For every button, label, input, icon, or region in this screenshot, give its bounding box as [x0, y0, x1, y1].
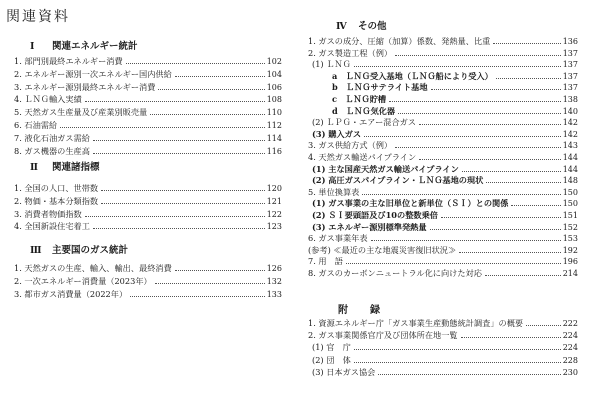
leader-dots — [101, 203, 265, 204]
page-number: 150 — [562, 187, 578, 197]
leader-dots — [461, 337, 561, 338]
leader-dots — [93, 228, 265, 229]
leader-dots — [175, 76, 265, 77]
toc-entry-label: 7. 液化石油ガス需給 — [14, 132, 90, 143]
page-number: 112 — [266, 121, 282, 130]
leader-dots — [496, 78, 561, 79]
toc-entry-label: 5. 天然ガス生産量及び産業別販売量 — [14, 107, 148, 118]
section-heading — [336, 18, 387, 32]
toc-entry[interactable] — [312, 210, 578, 221]
toc-entry-label: 8. ガス機器の生産高 — [14, 145, 90, 156]
toc-entry[interactable] — [312, 59, 578, 70]
leader-dots — [101, 190, 265, 191]
toc-entry-label: (1) ＬＮＧ — [312, 59, 351, 70]
leader-dots — [346, 263, 561, 264]
section-heading — [30, 159, 100, 173]
section-title: 関連エネルギー統計 — [52, 41, 138, 52]
leader-dots — [175, 270, 265, 271]
toc-entry-label: (2) ＬＰＧ・エアー混合ガス — [312, 117, 417, 128]
page-number: 148 — [562, 176, 578, 186]
page-number: 133 — [266, 289, 282, 299]
leader-dots — [526, 325, 561, 326]
leader-dots — [371, 240, 561, 241]
leader-dots — [126, 63, 265, 64]
section-title: 関連諸指標 — [52, 162, 100, 173]
toc-entry[interactable] — [332, 82, 578, 93]
toc-entry-label: 1. 天然ガスの生産、輸入、輸出、最終消費 — [14, 263, 172, 273]
toc-entry[interactable] — [14, 183, 282, 194]
leader-dots — [431, 89, 561, 90]
leader-dots — [511, 205, 560, 206]
toc-entry-label: (2) ＳＩ要頭語及び10の整数乗倍 — [312, 210, 438, 220]
toc-entry[interactable] — [312, 355, 578, 366]
toc-entry-label: 4. ＬＮＧ輸入実績 — [14, 94, 82, 105]
toc-entry[interactable] — [14, 133, 282, 144]
toc-entry[interactable] — [14, 289, 282, 300]
toc-entry[interactable] — [308, 318, 578, 329]
toc-entry[interactable] — [308, 245, 578, 256]
page-number: 142 — [562, 129, 578, 139]
section-heading — [30, 38, 138, 52]
page-title: 関連資料 — [6, 9, 70, 25]
toc-entry-label: 1. 全国の人口、世帯数 — [14, 183, 99, 193]
toc-entry-label: 3. ガス供給方式（例） — [308, 140, 393, 151]
leader-dots — [93, 153, 265, 154]
leader-dots — [485, 275, 561, 276]
page-number: 214 — [562, 269, 578, 278]
toc-entry[interactable] — [14, 107, 282, 118]
page-number: 144 — [562, 153, 578, 162]
page-number: 230 — [562, 367, 578, 377]
page-number: 122 — [266, 209, 282, 219]
toc-entry-label: (1) ガス事業の主な旧単位と新単位（ＳＩ）との関係 — [312, 198, 509, 209]
toc-entry-label: 2. 一次エネルギー消費量（2023年） — [14, 275, 152, 286]
leader-dots — [85, 101, 265, 102]
toc-entry-label: (参考) ≪最近の主な地震災害復旧状況≫ — [308, 244, 457, 255]
toc-entry-label: (2) 団 体 — [312, 354, 351, 365]
toc-entry-label: c ＬＮＧ貯槽 — [332, 94, 387, 104]
page-number: 222 — [562, 319, 578, 328]
toc-entry[interactable] — [308, 140, 578, 151]
page-number: 137 — [562, 83, 578, 93]
toc-entry[interactable] — [14, 196, 282, 207]
toc-entry[interactable] — [312, 117, 578, 128]
appendix-heading: 附 録 — [338, 305, 386, 316]
page-number: 108 — [266, 95, 282, 105]
leader-dots — [462, 171, 561, 172]
toc-entry-label: 3. 都市ガス消費量（2022年） — [14, 288, 128, 299]
page-number: 142 — [562, 118, 578, 128]
leader-dots — [395, 55, 561, 56]
toc-entry-label: (3) 購入ガス — [312, 128, 362, 139]
toc-entry[interactable] — [14, 69, 282, 80]
leader-dots — [130, 296, 265, 297]
page-number: 114 — [266, 133, 282, 143]
page-number: 110 — [266, 108, 282, 118]
toc-entry[interactable] — [14, 209, 282, 220]
toc-entry-label: 7. 用 語 — [308, 256, 343, 267]
page-number: 104 — [266, 69, 282, 79]
toc-entry[interactable] — [332, 94, 578, 105]
toc-entry[interactable] — [14, 120, 282, 131]
page-number: 228 — [562, 355, 578, 365]
toc-entry[interactable] — [312, 129, 578, 140]
toc-entry[interactable] — [14, 276, 282, 287]
leader-dots — [354, 66, 561, 67]
leader-dots — [60, 127, 265, 128]
toc-entry[interactable] — [308, 256, 578, 267]
leader-dots — [395, 147, 561, 148]
toc-entry-label: (3) 日本ガス協会 — [312, 366, 376, 377]
toc-entry[interactable] — [308, 48, 578, 59]
page-number: 102 — [266, 57, 282, 66]
section-number: Ⅱ — [30, 162, 39, 173]
toc-entry-label: 1. 資源エネルギー庁「ガス事業生産動態統計調査」の概要 — [308, 318, 524, 328]
toc-entry-label: 2. 物価・基本分類指数 — [14, 195, 99, 206]
toc-entry[interactable] — [308, 268, 578, 279]
toc-entry-label: 3. 消費者物価指数 — [14, 208, 82, 219]
toc-entry-label: 5. 単位換算表 — [308, 186, 360, 197]
page-number: 153 — [562, 234, 578, 244]
leader-dots — [362, 194, 560, 195]
leader-dots — [430, 229, 561, 230]
toc-entry-label: (1) 主な国産天然ガス輸送パイプライン — [312, 163, 459, 174]
toc-entry[interactable] — [14, 146, 282, 157]
toc-entry-label: 2. エネルギー源別一次エネルギー国内供給 — [14, 68, 172, 79]
page-number: 224 — [562, 331, 578, 341]
toc-entry-label: (1) 官 庁 — [312, 342, 351, 353]
page-number: 151 — [562, 211, 578, 220]
leader-dots — [486, 182, 560, 183]
toc-entry-label: 3. エネルギー源別最終エネルギー消費 — [14, 81, 156, 92]
leader-dots — [441, 217, 561, 218]
toc-entry[interactable] — [308, 36, 578, 47]
toc-entry[interactable] — [312, 175, 578, 186]
page-number: 138 — [562, 95, 578, 104]
page-number: 120 — [266, 184, 282, 193]
toc-entry-label: (2) 高圧ガスパイプライン・ＬＮＧ基地の現状 — [312, 175, 484, 186]
toc-entry-label: d ＬＮＧ気化器 — [332, 105, 396, 116]
page-number: 136 — [562, 37, 578, 46]
page-number: 143 — [562, 141, 578, 151]
toc-entry-label: 4. 全国新設住宅着工 — [14, 221, 90, 232]
leader-dots — [459, 252, 561, 253]
toc-entry[interactable] — [14, 56, 282, 67]
toc-entry[interactable] — [312, 222, 578, 233]
toc-entry-label: 1. 部門別最終エネルギー消費 — [14, 56, 123, 66]
toc-entry-label: (3) エネルギー源別標準発熱量 — [312, 221, 427, 232]
section-heading — [30, 242, 128, 256]
leader-dots — [150, 114, 264, 115]
toc-entry[interactable] — [312, 367, 578, 378]
toc-entry-label: 2. ガス製造工程（例） — [308, 47, 393, 58]
section-title: 主要国のガス統計 — [52, 245, 129, 256]
toc-entry-label: 1. ガスの成分、圧縮（加算）係数、発熱量、比重 — [308, 36, 491, 46]
leader-dots — [398, 113, 561, 114]
toc-entry-label: 6. ガス事業年表 — [308, 233, 368, 244]
page-number: 137 — [562, 71, 578, 81]
leader-dots — [389, 101, 561, 102]
page-number: 123 — [266, 222, 282, 232]
toc-entry[interactable] — [308, 330, 578, 341]
toc-entry[interactable] — [14, 221, 282, 232]
leader-dots — [419, 159, 561, 160]
toc-entry-label: 2. ガス事業関係官庁及び団体所在地一覧 — [308, 330, 458, 341]
toc-entry[interactable] — [14, 263, 282, 274]
leader-dots — [85, 216, 265, 217]
page-number: 132 — [266, 276, 282, 286]
toc-entry[interactable] — [308, 187, 578, 198]
page-number: 152 — [562, 222, 578, 232]
toc-entry[interactable] — [312, 198, 578, 209]
page-number: 192 — [562, 245, 578, 255]
section-number: Ⅰ — [30, 41, 35, 52]
leader-dots — [354, 349, 561, 350]
section-number: Ⅲ — [30, 245, 42, 256]
page-number: 150 — [562, 199, 578, 209]
page-number: 144 — [562, 164, 578, 174]
leader-dots — [493, 43, 560, 44]
section-title: その他 — [358, 21, 387, 32]
leader-dots — [354, 362, 561, 363]
toc-entry-label: 4. 天然ガス輸送パイプライン — [308, 152, 417, 162]
leader-dots — [378, 374, 560, 375]
toc-entry[interactable] — [332, 106, 578, 117]
leader-dots — [364, 136, 561, 137]
toc-entry[interactable] — [332, 71, 578, 82]
page-number: 106 — [266, 82, 282, 92]
page-number: 137 — [562, 60, 578, 70]
page-number: 140 — [562, 106, 578, 116]
leader-dots — [155, 283, 265, 284]
page-number: 121 — [266, 196, 282, 206]
leader-dots — [93, 140, 265, 141]
toc-entry[interactable] — [14, 82, 282, 93]
toc-entry[interactable] — [312, 342, 578, 353]
page-number: 126 — [266, 264, 282, 273]
toc-entry[interactable] — [312, 164, 578, 175]
toc-entry[interactable] — [308, 233, 578, 244]
page-number: 137 — [562, 48, 578, 58]
toc-entry-label: 8. ガスのカーボンニュートラル化に向けた対応 — [308, 268, 482, 278]
leader-dots — [419, 124, 561, 125]
leader-dots — [158, 89, 264, 90]
page-number: 224 — [562, 343, 578, 353]
section-number: Ⅳ — [336, 21, 347, 32]
toc-entry[interactable] — [14, 94, 282, 105]
toc-entry-label: 6. 石油需給 — [14, 120, 58, 130]
toc-entry[interactable] — [308, 152, 578, 163]
toc-entry-label: a ＬＮＧ受入基地（ＬＮＧ船により受入） — [332, 70, 493, 81]
toc-entry-label: b ＬＮＧサテライト基地 — [332, 82, 428, 93]
page-number: 116 — [266, 146, 282, 156]
page-number: 196 — [562, 257, 578, 267]
